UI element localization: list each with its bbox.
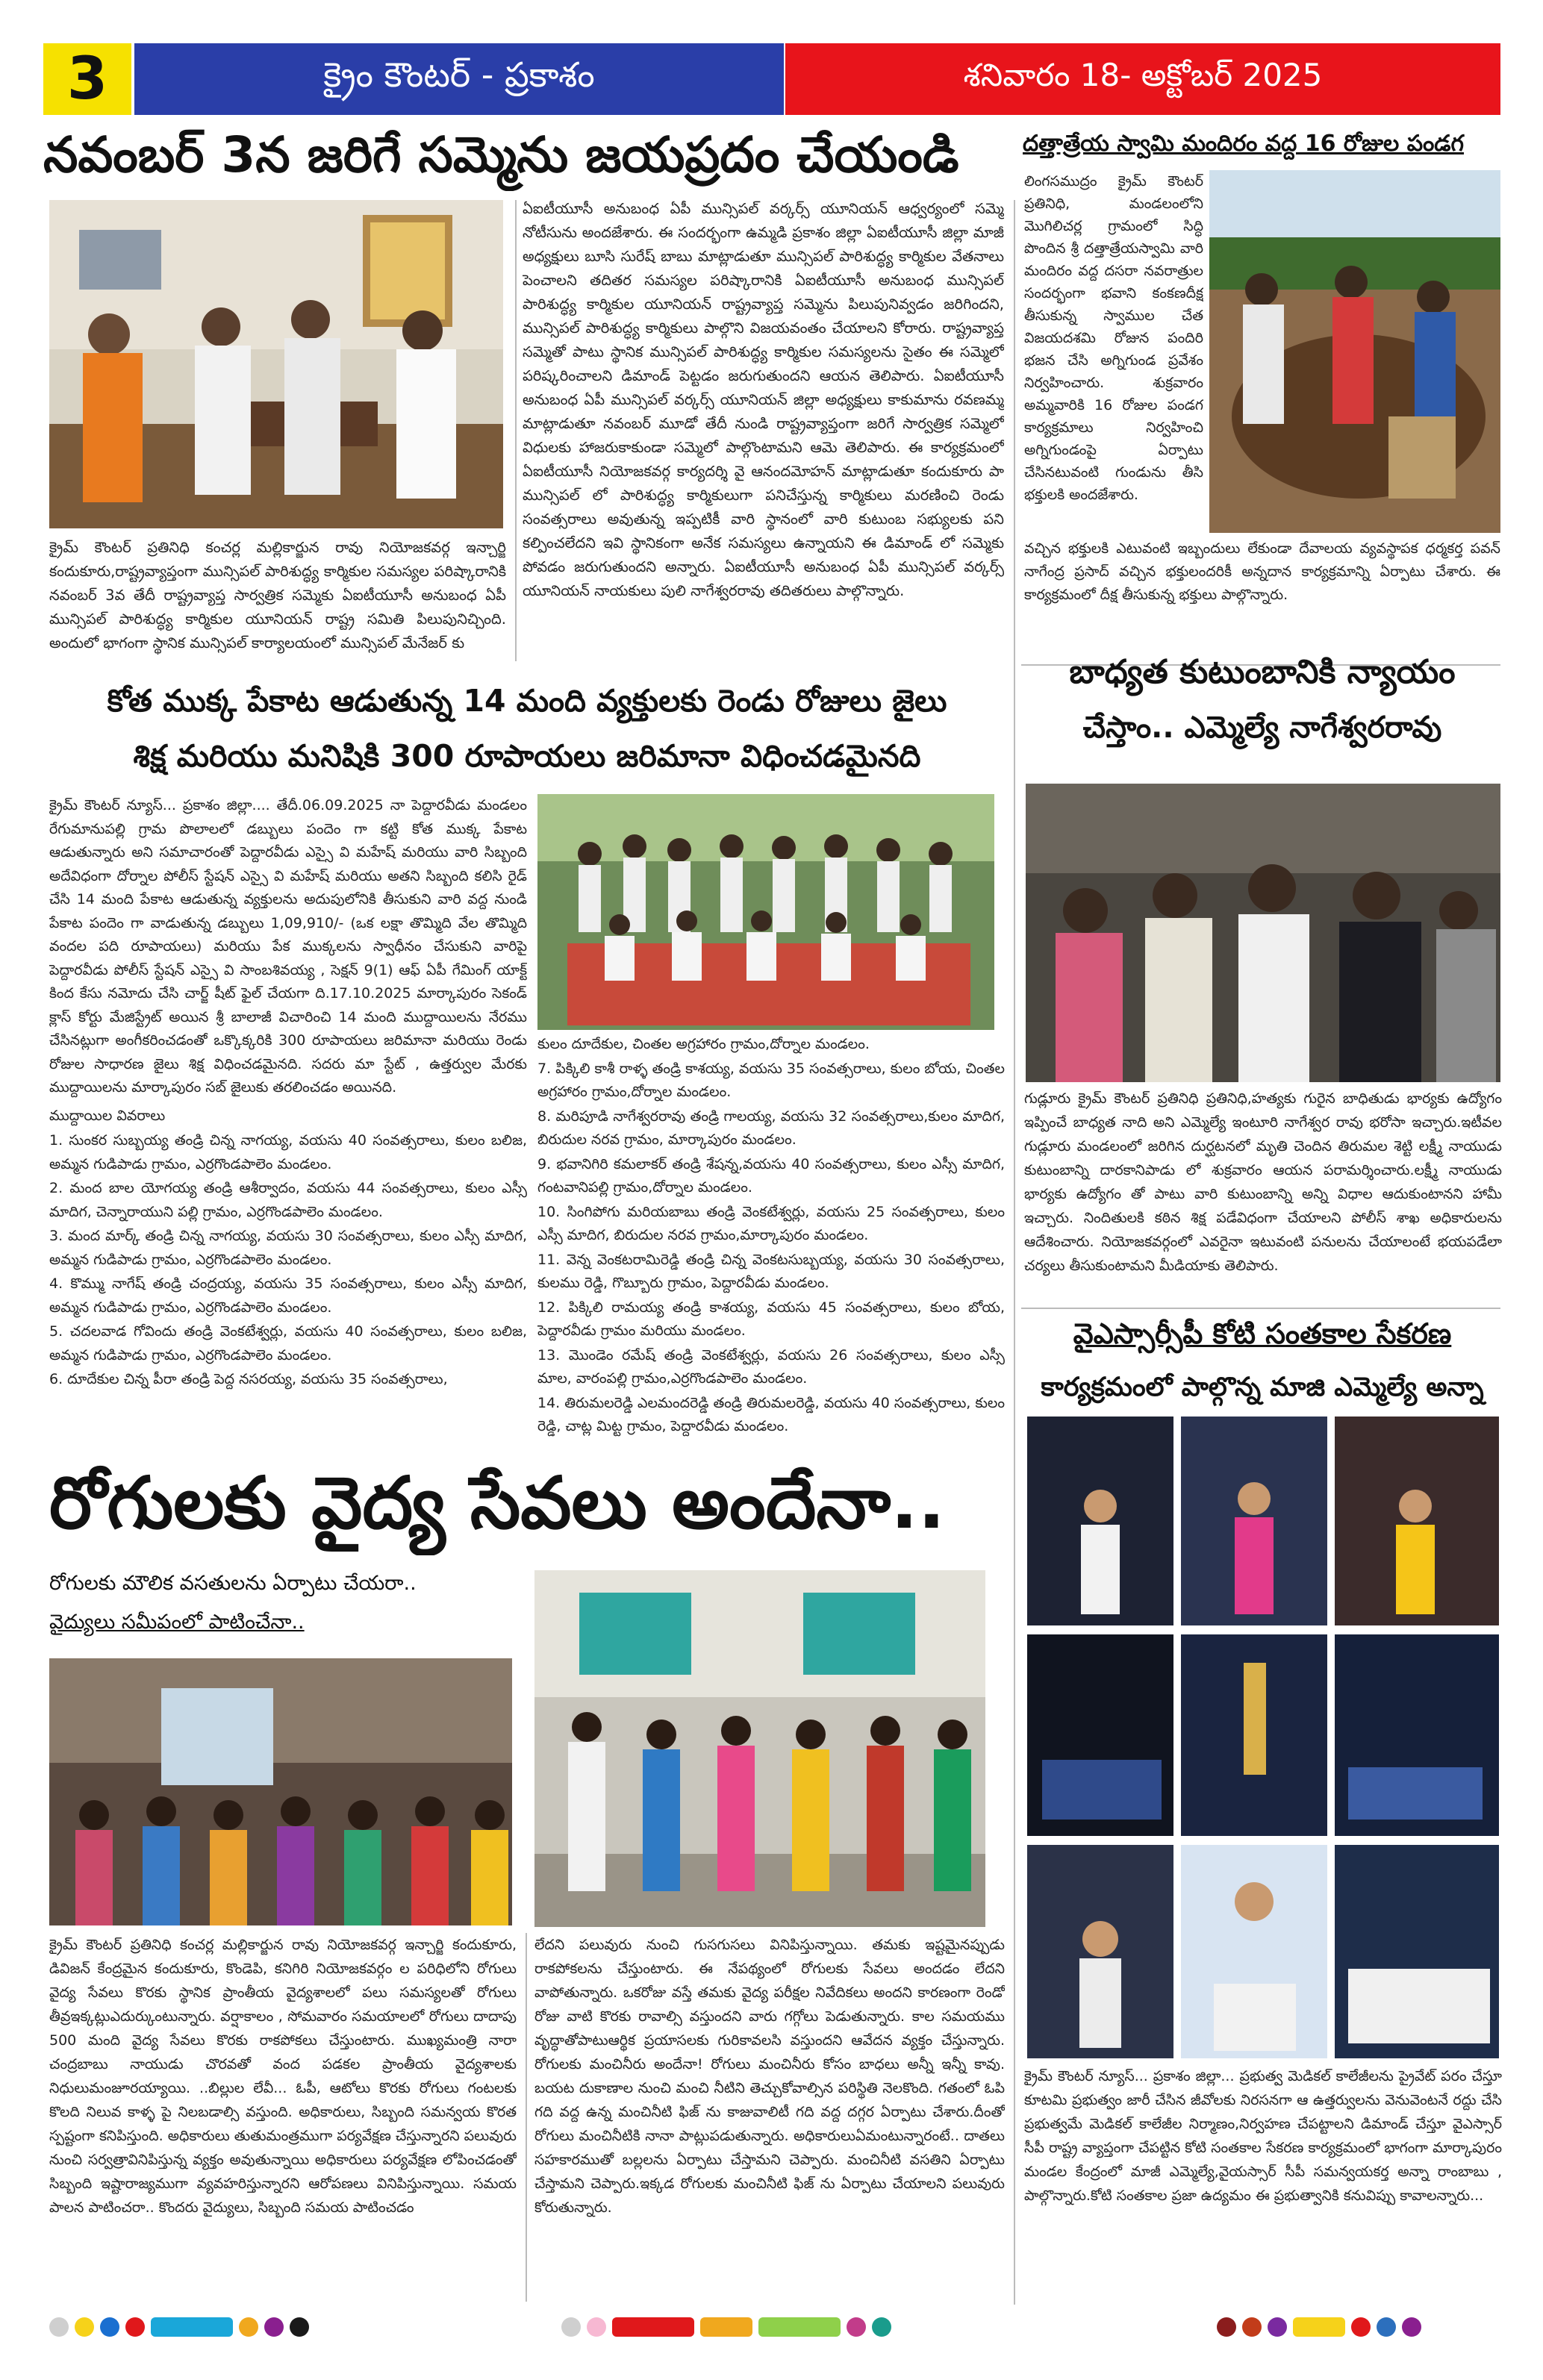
accused-list-right: కులం దూదేకుల, చింతల అగ్రహారం గ్రామం,దోర్నాల మండలం. 7. పిక్కిలి కాశీ రాళ్ళ తండ్రి కాశయ్య, వయసు 35 సంవత్సరాలు, కులం బోయ, చింతల అగ్రహారం గ్రామం,దోర్నాల మండలం. 8. మరిపూడి నాగేశ్వరరావు తండ్రి గాలయ్య, వయసు 32 సంవత్సరాలు,కులం మాదిగ, బిరుదుల నరవ గ్రామం, మార్కాపురం మండలం. 9. భవానిగిరి కమలాకర్ తండ్రి శేషన్న,వయసు 40 సంవత్సరాలు, కులం ఎస్సీ మాదిగ, గంటవానిపల్లి గ్రామం,దోర్నాల మండలం. 10. సింగిపోగు మరియబాబు తండ్రి వెంకటేశ్వర్లు, వయసు 25 సంవత్సరాలు, కులం ఎస్సీ మాదిగ, బిరుదుల నరవ గ్రామం,మార్కాపురం మండలం. 11. వెన్న వెంకటరామిరెడ్డి తండ్రి చిన్న వెంకటసుబ్బయ్య, వయసు 30 సంవత్సరాలు, కులము రెడ్డి, గొబ్బూరు గ్రామం, పెద్దారవీడు మండలం. 12. పిక్కిలి రామయ్య తండ్రి కాశయ్య, వయసు 45 సంవత్సరాలు, కులం బోయ, పెద్దారవీడు గ్రామం మరియు మండలం. 13. మొండెం రమేష్ తండ్రి వెంకటేశ్వర్లు, వయసు 26 సంవత్సరాలు, కులం ఎస్సీ మాల, వారంపల్లి గ్రామం,ఎర్రగొండపాలెం మండలం. 14. తిరుమలరెడ్డి ఎలమందరెడ్డి తండ్రి తిరుమలరెడ్డి, వయసు 40 సంవత్సరాలు, కులం రెడ్డి, చాట్ల మిట్ట గ్రామం, పెద్దారవీడు మండలం. bbox=[537, 1036, 1005, 1434]
date-line: శనివారం 18- అక్టోబర్ 2025 bbox=[785, 43, 1500, 115]
story4-headline-line1: బాధ్యత కుటుంబానికి న్యాయం bbox=[1069, 653, 1456, 691]
column-rule-right bbox=[1014, 200, 1015, 2305]
story3-photo bbox=[537, 794, 994, 1030]
color-dot bbox=[847, 2317, 866, 2337]
footer-color-strip-mid bbox=[561, 2312, 891, 2342]
story2-headline: దత్తాత్రేయ స్వామి మందిరం వద్ద 16 రోజుల పండగ bbox=[1023, 131, 1464, 157]
accused-group-photo bbox=[537, 794, 994, 1030]
story3-headline-line2: శిక్ష మరియు మనిషికి 300 రూపాయలు జరిమానా విధించడమైనది bbox=[133, 738, 921, 774]
story1-photo bbox=[49, 200, 503, 528]
hospital-ward-photo bbox=[534, 1570, 985, 1927]
story2-body-left: లింగసముద్రం క్రైమ్ కౌంటర్ ప్రతినిధి, మండలంలోని మొగిలిచర్ల గ్రామంలో సిద్ధి పొందిన శ్రీ దత్తాత్రేయస్వామి వారి మందిరం వద్ద దసరా నవరాత్రుల సందర్భంగా భవాని కంకణదీక్ష తీసుకున్న స్వాముల చేత విజయదశమి రోజున పందిరి భజన చేసి అగ్నిగుండ ప్రవేశం నిర్వహించారు. శుక్రవారం అమ్మవారికి 16 రోజుల పండగ కార్యక్రమాలు నిర్వహించి అగ్నిగుండంపై ఏర్పాటు చేసినటువంటి గుండును తీసి భక్తులకి అందజేశారు. bbox=[1024, 173, 1203, 503]
story5-photo-grid bbox=[1027, 1417, 1499, 2058]
color-bar bbox=[612, 2317, 694, 2337]
story3-body: క్రైమ్ కౌంటర్ న్యూస్... ప్రకాశం జిల్లా.... తేదీ.06.09.2025 నా పెద్దారవీడు మండలం రేగుమానుపల్లి గ్రామ పొలాలలో డబ్బులు పందెం గా కట్టి కోత ముక్క పేకాట ఆడుతున్నారు అని సమాచారంతో పెద్దారవీడు ఎస్సై వి మహేష్ మరియు వారి సిబ్బంది అదేవిధంగా దోర్నాల పోలీస్ స్టేషన్ ఎస్సై వి మహేష్ మరియు అతని సిబ్బంది కలిసి రైడ్ చేసి 14 మంది పేకాట ఆడుతున్న వ్యక్తులను అదుపులోనికి తీసుకుని వారి వద్ద నుండి పేకాట పందెం గా వాడుతున్న డబ్బులు 1,09,910/- (ఒక లక్షా తొమ్మిది వేల తొమ్మిది వందల పది రూపాయలు) మరియు పేక ముక్కలను స్వాధీనం చేసుకుని వారిపై పెద్దారవీడు పోలీస్ స్టేషన్ ఎస్సై వి సాంబశివయ్య , సెక్షన్ 9(1) ఆఫ్ ఏపీ గేమింగ్ యాక్ట్ కింద కేసు నమోదు చేసి చార్జ్ షీట్ ఫైల్ చేయగా ది.17.10.2025 మార్కాపురం సెకండ్ క్లాస్ కోర్టు మేజిస్ట్రేట్ అయిన శ్రీ బాలాజీ విచారించి 14 మంది ముద్దాయిలను నేరము చేసినట్లుగా అంగీకరించడంతో ఒక్కొక్కరికి 300 రూపాయలు జరిమానా మరియు రెండు రోజుల సాధారణ జైలు శిక్ష విధించడమైనది. సదరు మా స్టేట్ , ఉత్తర్వుల మేరకు ముద్దాయిలను మార్కాపురం సబ్ జైలుకు తరలించడం అయినది. ముద్దాయిల వివరాలు 1. సుంకర సుబ్బయ్య తండ్రి చిన్న నాగయ్య, వయసు 40 సంవత్సరాలు, కులం బలిజ, అమ్మన గుడిపాడు గ్రామం, ఎర్రగొండపాలెం మండలం. 2. మంద బాల యోగయ్య తండ్రి ఆశీర్వాదం, వయసు 44 సంవత్సరాలు, కులం ఎస్సీ మాదిగ, చెన్నారాయుని పల్లి గ్రామం, ఎర్రగొండపాలెం మండలం. 3. మంద మార్క్ తండ్రి చిన్న నాగయ్య, వయసు 30 సంవత్సరాలు, కులం ఎస్సీ మాదిగ, అమ్మన గుడిపాడు గ్రామం, ఎర్రగొండపాలెం మండలం. 4. కొమ్ము నాగేష్ తండ్రి చంద్రయ్య, వయసు 35 సంవత్సరాలు, కులం ఎస్సీ మాదిగ, అమ్మన గుడిపాడు గ్రామం, ఎర్రగొండపాలెం మండలం. 5. చదలవాడ గోవిందు తండ్రి వెంకటేశ్వర్లు, వయసు 40 సంవత్సరాలు, కులం బలిజ, అమ్మన గుడిపాడు గ్రామం, ఎర్రగొండపాలెం మండలం. 6. దూదేకుల చిన్న పీరా తండ్రి పెద్ద నసరయ్య, వయసు 35 సంవత్సరాలు, bbox=[49, 794, 527, 1451]
color-bar bbox=[1293, 2317, 1345, 2337]
color-dot bbox=[290, 2317, 309, 2337]
office-meeting-photo bbox=[49, 200, 503, 528]
story4-photo bbox=[1026, 784, 1500, 1082]
page-number: 3 bbox=[43, 43, 131, 115]
story4-body: గుడ్లూరు క్రైమ్ కౌంటర్ ప్రతినిధి ప్రతినిధి,హత్యకు గురైన బాధితుడు భార్యకు ఉద్యోగం ఇప్పించే బాధ్యత నాది అని ఎమ్మెల్యే ఇంటూరి నాగేశ్వర రావు భరోసా ఇచ్చారు.ఇటీవల గుడ్లూరు మండలంలో జరిగిన దుర్ఘటనలో మృతి చెందిన తిరుమల శెట్టి లక్ష్మీ నాయుడు కుటుంబాన్ని దారకానిపాడు లో శుక్రవారం ఆయన పరామర్శించారు.లక్ష్మీ నాయుడు భార్యకు ఉద్యోగం తో పాటు వారి కుటుంబాన్ని అన్ని విధాల ఆదుకుంటానని హామీ ఇచ్చారు. నిందితులకి కఠిన శిక్ష పడేవిధంగా చేయాలని పోలీస్ శాఖ అధికారులను ఆదేశించారు. నియోజకవర్గంలో ఎవరైనా ఇటువంటి పనులను చేయాలంటే భయపడేలా చర్యలు తీసుకుంటామని మీడియాకు తెలిపారు. bbox=[1024, 1090, 1502, 1274]
color-dot bbox=[1377, 2317, 1396, 2337]
color-dot bbox=[264, 2317, 284, 2337]
story3-headline-line1: కోత ముక్క పేకాట ఆడుతున్న 14 మంది వ్యక్తులకు రెండు రోజులు జైలు bbox=[107, 683, 947, 719]
story6-headline: రోగులకు వైద్య సేవలు అందేనా.. bbox=[49, 1461, 946, 1545]
story6-body-right: లేదని పలువురు నుంచి గుసగుసలు వినిపిస్తున్నాయి. తమకు ఇష్టమైనప్పుడు రాకపోకలను చేస్తుంటారు. ఈ నేపథ్యంలో రోగులకు సేవలు అందడం లేదని వాపోతున్నారు. ఒకరోజు వస్తే తమకు వైద్య పరీక్షల నివేదికలు అందని కారణంగా రెండో రోజు వాటి కొరకు రావాల్సి వస్తుందని వారు గగ్గోలు పెడుతున్నారు. కాల సమయము వృద్ధాతోపాటుఆర్థిక ప్రయాసలకు గురికావలసి వస్తుందని ఆవేదన వ్యక్తం చేస్తున్నారు. రోగులకు మంచినీరు అందేనా! రోగులు మంచినీరు కోసం బాధలు అన్నీ ఇన్నీ కావు. బయట దుకాణాల నుంచి మంచి నీటిని తెచ్చుకోవాల్సిన పరిస్థితి నెలకొంది. గతంలో ఓపి గది వద్ద ఉన్న మంచినీటి ఫిజ్ ను కాజువాలిటీ గది వద్ద దగ్గర ఏర్పాటు చేశారు.దీంతో రోగులు మంచినీటికి నానా పాట్లుపడుతున్నారు. అధికారులుఏమంటున్నారంటే.. దాతలు సహకారముతో బల్లలను ఏర్పాటు చేస్తామని చెప్పారు. మంచినీటి వసతిని ఏర్పాటు చేస్తామని చెప్పారు.ఇక్కడ రోగులకు మంచినీటి ఫిజ్ ను ఏర్పాటు చేయాలని పలువురు కోరుతున్నారు. bbox=[534, 1937, 1005, 2216]
color-dot bbox=[561, 2317, 581, 2337]
accused-heading: ముద్దాయిల వివరాలు bbox=[49, 1107, 166, 1124]
footer-color-strip-left bbox=[49, 2312, 309, 2342]
color-dot bbox=[75, 2317, 94, 2337]
story1-caption: క్రైమ్ కౌంటర్ ప్రతినిధి కంచర్ల మల్లికార్జున రావు నియోజకవర్గ ఇన్చార్జి కందుకూరు,రాష్ట్రవ్యాప్తంగా మున్సిపల్ పారిశుద్ధ్య కార్మికుల సమస్యల పరిష్కారానికి నవంబర్ 3వ తేదీ రాష్ట్రవ్యాప్త సార్వత్రిక సమ్మెకు ఏఐటీయూసీ అనుబంధ ఏపీ మున్సిపల్ పారిశుద్ధ్య కార్మికుల యూనియన్ రాష్ట్ర సమితి పిలుపునిచ్చింది. అందులో భాగంగా స్థానిక మున్సిపల్ కార్యాలయంలో మున్సిపల్ మేనేజర్ కు bbox=[49, 539, 506, 652]
color-dot bbox=[1402, 2317, 1421, 2337]
story1-body: ఏఐటీయూసీ అనుబంధ ఏపీ మున్సిపల్ వర్కర్స్ యూనియన్ ఆధ్వర్యంలో సమ్మె నోటీసును అందజేశారు. ఈ సందర్భంగా ఉమ్మడి ప్రకాశం జిల్లా ఏఐటీయూసీ జిల్లా మాజీ అధ్యక్షులు బూసి సురేష్ బాబు మాట్లాడుతూ మున్సిపల్ పారిశుద్ధ్య కార్మికుల వేతనాలు పెంచాలని తదితర సమస్యల పరిష్కారానికి ఏఐటీయూసీ అనుబంధ మున్సిపల్ పారిశుద్ధ్య కార్మికుల యూనియన్ రాష్ట్రవ్యాప్త సమ్మెను పిలుపునివ్వడం జరిగిందని, మున్సిపల్ పారిశుద్ధ్య కార్మికులు పాల్గొని విజయవంతం చేయాలని కోరారు. రాష్ట్రవ్యాప్త సమ్మెతో పాటు స్థానిక మున్సిపల్ పారిశుద్ధ్య కార్మికుల సమస్యలను సైతం ఈ సమ్మెలో పరిష్కరించాలని డిమాండ్ పెట్టడం జరుగుతుందని ఆయన తెలిపారు. ఏఐటీయూసీ అనుబంధ ఏపీ మున్సిపల్ వర్కర్స్ యూనియన్ జిల్లా అధ్యక్షులు కాకుమాను రవణమ్మ మాట్లాడుతూ నవంబర్ మూడో తేదీ నుండి రాష్ట్రవ్యాప్తంగా జరిగే సార్వత్రిక సమ్మెలో విధులకు హాజరుకాకుండా సమ్మెలో పాల్గొంటామని ఆమె తెలిపారు. ఈ కార్యక్రమంలో ఏఐటీయూసీ నియోజకవర్గ కార్యదర్శి వై ఆనందమోహన్ మాట్లాడుతూ కందుకూరు పా మున్సిపల్ లో పారిశుద్ధ్య కార్మికులుగా పనిచేస్తున్న కార్మికులు మరణించి రెండు సంవత్సరాలు అవుతున్న ఇప్పటికీ వారి స్థానంలో వారి కుటుంబ సభ్యులకు పని కల్పించలేదని ఇవి స్థానికంగా అనేక సమస్యలు ఉన్నాయని ఈ డిమాండ్ లో సమ్మెకు పోవడం జరుగుతుందని అన్నారు. ఏఐటీయూసీ అనుబంధ ఏపీ మున్సిపల్ వర్కర్స్ యూనియన్ నాయకులు పులి నాగేశ్వరరావు తదితరులు పాల్గొన్నారు. bbox=[523, 200, 1004, 599]
story6-photo-right bbox=[534, 1570, 985, 1927]
color-dot bbox=[1268, 2317, 1287, 2337]
story5-headline-line2: కార్యక్రమంలో పాల్గొన్న మాజి ఎమ్మెల్యే అన్నా bbox=[1041, 1372, 1484, 1402]
story6-subhead2: వైద్యులు సమీపంలో పాటించేనా.. bbox=[49, 1611, 305, 1634]
color-dot bbox=[49, 2317, 69, 2337]
color-dot bbox=[125, 2317, 145, 2337]
color-dot bbox=[587, 2317, 606, 2337]
footer-color-strip-right bbox=[1217, 2312, 1421, 2342]
story3-accused-right bbox=[537, 1033, 1005, 1451]
story1-headline: నవంబర్ 3న జరిగే సమ్మెను జయప్రదం చేయండి bbox=[43, 126, 959, 184]
color-dot bbox=[1217, 2317, 1236, 2337]
column-rule bbox=[526, 1933, 527, 2302]
story6-body-left: క్రైమ్ కౌంటర్ ప్రతినిధి కంచర్ల మల్లికార్జున రావు నియోజకవర్గ ఇన్చార్జి కందుకూరు, డివిజన్ కేంద్రమైన కందుకూరు, కొండెపి, కనిగిరి నియోజకవర్గం ల పరిధిలోని రోగులు వైద్య సేవలు కొరకు స్థానిక ప్రాంతీయ వైద్యశాలలో పలు సమస్యలతో రోగులు తీవ్రఇక్కట్లుఎదుర్కుంటున్నారు. వర్షాకాలం , సోమవారం సమయాలలో రోగులు దాదాపు 500 మంది వైద్య సేవలు కొరకు రాకపోకలు చేస్తుంటారు. ముఖ్యమంత్రి నారా చంద్రబాబు నాయుడు చొరవతో వంద పడకల ప్రాంతీయ వైద్యశాలకు నిధులుమంజూరయ్యాయి. ..బిల్లుల లేవీ... ఓపీ, ఆటోలు కొరకు రోగులు గంటలకు కొలది నిలువ కాళ్ళ పై నిలబడాల్సి వస్తుంది. అధికారులు, సిబ్బంది సమన్వయ కొరత స్పష్టంగా కనిపిస్తుంది. అధికారులు తుతుమంత్రముగా పర్యవేక్షణ చేస్తున్నారని పలువురు నుంచి సర్వత్రావినిపిస్తున్న వ్యక్తం అవుతున్నాయి అధికారులు పర్యవేక్షణ లోపించడంతో సిబ్బంది ఇష్టారాజ్యముగా వ్యవహరిస్తున్నారని ఆరోపణలు వినిపిస్తున్నాయి. సమయ పాలన పాటించరా.. కొందరు వైద్యులు, సిబ్బంది సమయ పాటించడం bbox=[49, 1937, 517, 2216]
column-rule bbox=[515, 200, 517, 661]
paper-title: క్రైం కౌంటర్ - ప్రకాశం bbox=[134, 43, 784, 115]
story5-body: క్రైమ్ కౌంటర్ న్యూస్... ప్రకాశం జిల్లా... ప్రభుత్వ మెడికల్ కాలేజీలను ప్రైవేట్ పరం చేస్తూ కూటమి ప్రభుత్వం జారీ చేసిన జీవోలకు నిరసనగా ఆ ఉత్తర్వులను వెనువెంటనే రద్దు చేసి ప్రభుత్వమే మెడికల్ కాలేజీల నిర్మాణం,నిర్వహణ చేపట్టాలని డిమాండ్ చేస్తూ వైఎస్సార్ సీపీ రాష్ట్ర వ్యాప్తంగా చేపట్టిన కోటి సంతకాల సేకరణ కార్యక్రమంలో భాగంగా మార్కాపురం మండల కేంద్రంలో మాజీ ఎమ్మెల్యే,వైయస్సార్ సీపీ సమన్వయకర్త అన్నా రాంబాబు , పాల్గొన్నారు.కోటి సంతకాల ప్రజా ఉద్యమం ఈ ప్రభుత్వానికి కనువిప్పు కావాలన్నారు... bbox=[1024, 2068, 1502, 2204]
color-bar bbox=[700, 2317, 752, 2337]
color-dot bbox=[1351, 2317, 1371, 2337]
story5-headline-line1: వైఎస్సార్సీపీ కోటి సంతకాల సేకరణ bbox=[1073, 1317, 1452, 1350]
story4-headline-line2: చేస్తాం.. ఎమ్మెల్యే నాగేశ్వరరావు bbox=[1082, 710, 1442, 745]
color-dot bbox=[1242, 2317, 1262, 2337]
color-bar bbox=[758, 2317, 841, 2337]
story6-subhead1: రోగులకు మౌలిక వసతులను ఏర్పాటు చేయరా.. bbox=[49, 1572, 417, 1595]
festival-ritual-photo bbox=[1209, 170, 1500, 533]
story2-body-full: వచ్చిన భక్తులకి ఎటువంటి ఇబ్బందులు లేకుండా దేవాలయ వ్యవస్థాపక ధర్మకర్త పవన్ నాగేంద్ర ప్రసాద్ వచ్చిన భక్తులందరికీ అన్నదాన కార్యక్రమాన్ని ఏర్పాటు చేశారు. ఈ కార్యక్రమంలో దీక్ష తీసుకున్న భక్తులు పాల్గొన్నారు. bbox=[1024, 540, 1500, 603]
accused-list-left: 1. సుంకర సుబ్బయ్య తండ్రి చిన్న నాగయ్య, వయసు 40 సంవత్సరాలు, కులం బలిజ, అమ్మన గుడిపాడు గ్రామం, ఎర్రగొండపాలెం మండలం. 2. మంద బాల యోగయ్య తండ్రి ఆశీర్వాదం, వయసు 44 సంవత్సరాలు, కులం ఎస్సీ మాదిగ, చెన్నారాయుని పల్లి గ్రామం, ఎర్రగొండపాలెం మండలం. 3. మంద మార్క్ తండ్రి చిన్న నాగయ్య, వయసు 30 సంవత్సరాలు, కులం ఎస్సీ మాదిగ, అమ్మన గుడిపాడు గ్రామం, ఎర్రగొండపాలెం మండలం. 4. కొమ్ము నాగేష్ తండ్రి చంద్రయ్య, వయసు 35 సంవత్సరాలు, కులం ఎస్సీ మాదిగ, అమ్మన గుడిపాడు గ్రామం, ఎర్రగొండపాలెం మండలం. 5. చదలవాడ గోవిందు తండ్రి వెంకటేశ్వర్లు, వయసు 40 సంవత్సరాలు, కులం బలిజ, అమ్మన గుడిపాడు గ్రామం, ఎర్రగొండపాలెం మండలం. 6. దూదేకుల చిన్న పీరా తండ్రి పెద్ద నసరయ్య, వయసు 35 సంవత్సరాలు, bbox=[49, 1132, 527, 1387]
hospital-queue-photo bbox=[49, 1658, 512, 1925]
color-dot bbox=[239, 2317, 258, 2337]
signature-campaign-collage bbox=[1027, 1417, 1499, 2058]
color-bar bbox=[151, 2317, 233, 2337]
story2-photo bbox=[1209, 170, 1500, 533]
color-dot bbox=[872, 2317, 891, 2337]
color-dot bbox=[100, 2317, 119, 2337]
story6-photo-left bbox=[49, 1658, 512, 1925]
mla-visit-photo bbox=[1026, 784, 1500, 1082]
